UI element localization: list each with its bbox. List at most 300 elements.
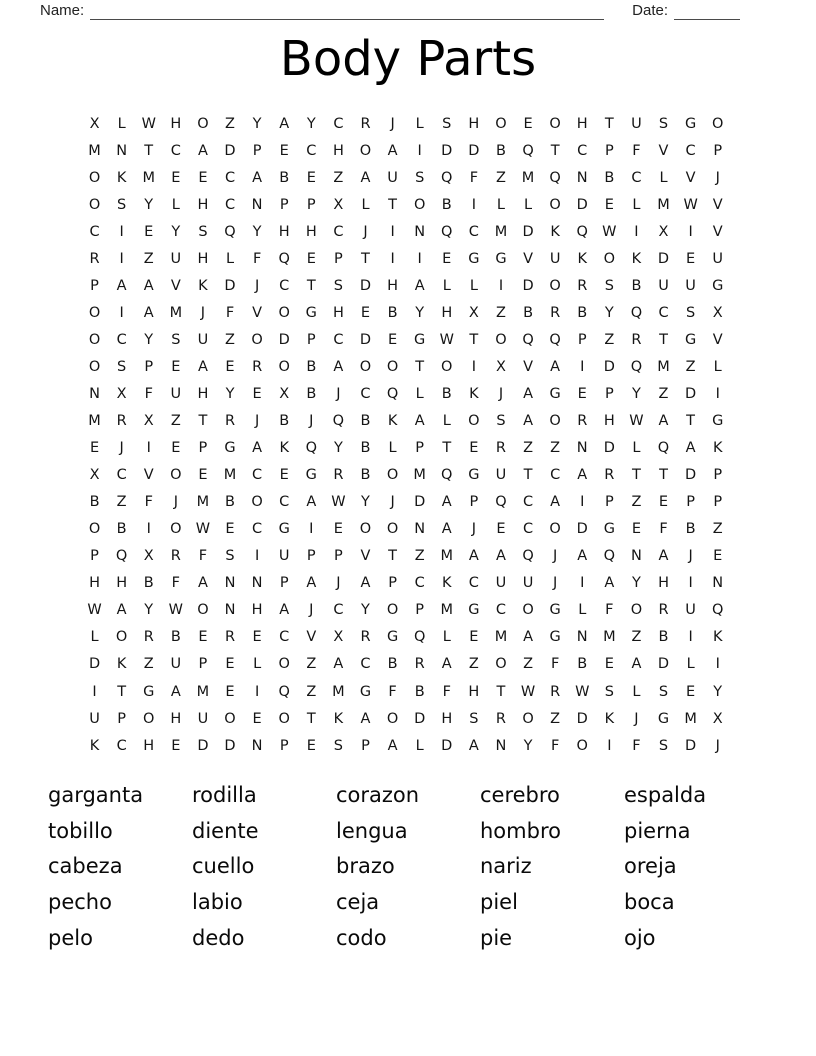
grid-cell: A xyxy=(306,575,317,592)
grid-cell: F xyxy=(659,521,668,538)
grid-cell: A xyxy=(631,656,642,673)
grid-cell: M xyxy=(88,142,101,159)
grid-cell: B xyxy=(143,575,154,592)
grid-cell: N xyxy=(414,521,426,538)
grid-cell: Z xyxy=(414,548,425,565)
grid-cell: I xyxy=(580,358,585,375)
grid-cell: H xyxy=(332,304,344,321)
grid-cell: Y xyxy=(171,223,181,240)
grid-cell: J xyxy=(390,115,395,132)
grid-cell: S xyxy=(117,196,127,213)
grid-cell: T xyxy=(659,331,668,348)
grid-cell: A xyxy=(143,277,154,294)
grid-cell: D xyxy=(468,142,480,159)
grid-cell: B xyxy=(89,494,100,511)
grid-cell: P xyxy=(604,494,614,511)
grid-cell: O xyxy=(630,602,643,619)
grid-cell: Z xyxy=(468,656,479,673)
grid-cell: V xyxy=(712,223,723,240)
grid-cell: P xyxy=(90,277,99,294)
grid-cell: B xyxy=(387,656,398,673)
grid-cell: O xyxy=(359,521,372,538)
grid-cell: Q xyxy=(630,304,643,321)
grid-cell: H xyxy=(468,115,480,132)
grid-cell: T xyxy=(686,413,696,430)
grid-cell: C xyxy=(550,467,561,484)
grid-cell: G xyxy=(549,629,561,646)
grid-cell: M xyxy=(494,223,508,240)
grid-cell: R xyxy=(550,304,561,321)
grid-cell: K xyxy=(89,737,100,754)
grid-cell: J xyxy=(715,169,720,186)
grid-cell: U xyxy=(712,250,724,267)
grid-cell: F xyxy=(144,385,153,402)
grid-cell: L xyxy=(632,196,641,213)
grid-cell: C xyxy=(279,629,290,646)
grid-cell: J xyxy=(363,223,368,240)
grid-cell: P xyxy=(90,548,99,565)
grid-cell: E xyxy=(658,494,669,511)
grid-cell: H xyxy=(89,575,100,592)
grid-cell: C xyxy=(522,494,534,511)
grid-cell: J xyxy=(254,413,260,430)
grid-cell: L xyxy=(496,196,505,213)
grid-cell: A xyxy=(197,575,208,592)
grid-cell: I xyxy=(715,385,720,402)
word-list-item: pelo xyxy=(48,925,93,950)
grid-cell: Y xyxy=(604,304,614,321)
grid-cell: T xyxy=(442,440,452,457)
grid-cell: H xyxy=(576,115,588,132)
grid-cell: K xyxy=(550,223,560,240)
grid-cell: I xyxy=(309,521,314,538)
grid-cell: U xyxy=(170,250,182,267)
grid-cell: G xyxy=(468,467,480,484)
grid-cell: Q xyxy=(495,494,507,511)
grid-cell: F xyxy=(252,250,262,267)
grid-cell: J xyxy=(254,277,260,294)
grid-cell: A xyxy=(441,521,452,538)
grid-cell: Q xyxy=(522,331,534,348)
word-column xyxy=(336,778,480,957)
grid-cell: E xyxy=(387,331,398,348)
grid-cell: J xyxy=(119,440,124,457)
grid-cell: E xyxy=(577,385,587,402)
grid-cell: Q xyxy=(441,169,453,186)
word-column xyxy=(480,778,624,957)
grid-cell: P xyxy=(713,467,723,484)
grid-cell: Q xyxy=(630,358,643,375)
grid-cell: L xyxy=(117,115,126,132)
grid-cell: H xyxy=(251,602,263,619)
grid-cell: C xyxy=(495,602,507,619)
grid-cell: O xyxy=(549,413,561,430)
grid-cell: O xyxy=(115,629,128,646)
grid-cell: X xyxy=(495,358,506,375)
grid-cell: C xyxy=(279,277,290,294)
grid-cell: O xyxy=(88,331,101,348)
grid-cell: G xyxy=(712,413,724,430)
grid-cell: E xyxy=(306,169,316,186)
grid-cell: T xyxy=(198,413,208,430)
grid-cell: C xyxy=(89,223,100,240)
grid-cell: A xyxy=(170,683,181,700)
word-list-item: pierna xyxy=(624,818,691,843)
grid-cell: J xyxy=(634,710,639,727)
grid-cell: U xyxy=(522,575,534,592)
grid-cell: C xyxy=(658,304,669,321)
word-list-item: brazo xyxy=(336,854,395,879)
grid-cell: A xyxy=(604,575,615,592)
word-column xyxy=(192,778,336,957)
grid-cell: P xyxy=(117,710,127,727)
grid-cell: O xyxy=(278,710,290,727)
grid-cell: B xyxy=(279,413,290,430)
grid-cell: Q xyxy=(441,223,453,240)
grid-cell: L xyxy=(442,277,451,294)
grid-cell: J xyxy=(471,521,476,538)
grid-cell: U xyxy=(549,250,561,267)
grid-cell: W xyxy=(331,494,346,511)
grid-cell: G xyxy=(468,250,480,267)
grid-cell: B xyxy=(523,304,534,321)
grid-cell: H xyxy=(387,277,399,294)
grid-cell: M xyxy=(521,169,535,186)
grid-cell: T xyxy=(604,115,614,132)
grid-cell: Z xyxy=(631,629,642,646)
word-list-item: ojo xyxy=(624,925,656,950)
grid-cell: L xyxy=(361,196,370,213)
grid-cell: O xyxy=(386,467,399,484)
grid-cell: W xyxy=(575,683,590,700)
word-list-item: hombro xyxy=(480,818,561,843)
grid-cell: V xyxy=(252,304,263,321)
grid-cell: A xyxy=(468,548,479,565)
grid-cell: Y xyxy=(225,385,235,402)
grid-cell: O xyxy=(170,521,182,538)
grid-cell: L xyxy=(713,358,722,375)
name-input-line[interactable] xyxy=(90,3,604,20)
grid-cell: Z xyxy=(604,331,615,348)
grid-cell: E xyxy=(279,467,289,484)
grid-cell: O xyxy=(549,277,561,294)
grid-cell: L xyxy=(415,115,424,132)
grid-cell: R xyxy=(360,115,371,132)
grid-cell: L xyxy=(415,737,424,754)
grid-cell: P xyxy=(279,575,289,592)
grid-cell: E xyxy=(144,223,154,240)
grid-cell: J xyxy=(390,494,395,511)
grid-cell: Y xyxy=(333,440,343,457)
grid-cell: I xyxy=(390,223,395,240)
grid-cell: I xyxy=(417,250,422,267)
grid-cell: C xyxy=(116,331,127,348)
grid-cell: P xyxy=(577,331,587,348)
grid-cell: C xyxy=(360,385,371,402)
grid-cell: N xyxy=(495,737,507,754)
grid-cell: E xyxy=(469,629,479,646)
date-input-line[interactable] xyxy=(674,3,740,20)
grid-cell: S xyxy=(686,304,696,321)
grid-cell: E xyxy=(469,440,479,457)
grid-cell: E xyxy=(686,250,696,267)
word-list-item: cuello xyxy=(192,854,255,879)
grid-cell: G xyxy=(657,710,670,727)
grid-cell: Y xyxy=(361,602,370,619)
grid-cell: I xyxy=(92,683,97,700)
grid-cell: Y xyxy=(144,602,154,619)
word-list-item: rodilla xyxy=(192,783,257,807)
grid-cell: G xyxy=(414,331,426,348)
grid-cell: K xyxy=(631,250,642,267)
grid-cell: I xyxy=(580,494,585,511)
grid-cell: X xyxy=(333,629,344,646)
grid-cell: T xyxy=(631,467,641,484)
grid-cell: M xyxy=(657,196,670,213)
grid-cell: X xyxy=(143,548,154,565)
grid-cell: A xyxy=(333,358,344,375)
grid-cell: Y xyxy=(306,115,316,132)
grid-cell: I xyxy=(390,250,395,267)
grid-cell: R xyxy=(224,413,236,430)
grid-cell: Q xyxy=(522,142,534,159)
grid-cell: X xyxy=(333,196,344,213)
grid-cell: J xyxy=(309,602,314,619)
grid-cell: C xyxy=(252,467,263,484)
grid-cell: C xyxy=(360,656,371,673)
grid-cell: O xyxy=(278,358,290,375)
grid-cell: D xyxy=(441,142,453,159)
grid-cell: D xyxy=(576,521,588,538)
grid-cell: A xyxy=(143,304,154,321)
grid-cell: D xyxy=(414,494,426,511)
grid-cell: O xyxy=(495,331,507,348)
grid-cell: S xyxy=(415,169,425,186)
grid-cell: R xyxy=(604,467,615,484)
grid-cell: A xyxy=(360,169,371,186)
grid-cell: X xyxy=(89,115,100,132)
page-title: Body Parts xyxy=(279,31,537,87)
grid-cell: E xyxy=(198,629,208,646)
grid-cell: G xyxy=(549,602,561,619)
grid-cell: N xyxy=(630,548,642,565)
worksheet-header xyxy=(40,2,740,20)
grid-cell: I xyxy=(688,575,693,592)
grid-cell: E xyxy=(631,521,641,538)
grid-cell: Q xyxy=(603,548,616,565)
grid-cell: M xyxy=(196,683,210,700)
word-list-item: boca xyxy=(624,890,675,915)
grid-cell: Q xyxy=(386,385,399,402)
grid-cell: B xyxy=(170,629,181,646)
grid-cell: L xyxy=(632,683,641,700)
grid-cell: O xyxy=(278,656,290,673)
grid-cell: I xyxy=(254,683,260,700)
grid-cell: I xyxy=(119,223,124,240)
grid-cell: A xyxy=(685,440,696,457)
word-list-item: cabeza xyxy=(48,854,123,879)
grid-cell: Z xyxy=(631,494,642,511)
word-list-item: diente xyxy=(192,818,259,843)
grid-cell: O xyxy=(522,710,534,727)
grid-cell: H xyxy=(305,223,317,240)
grid-cell: U xyxy=(495,575,507,592)
grid-cell: J xyxy=(498,385,504,402)
grid-cell: D xyxy=(576,710,588,727)
grid-cell: T xyxy=(117,683,127,700)
grid-cell: U xyxy=(658,277,669,294)
grid-cell: A xyxy=(468,737,479,754)
word-list-item: piel xyxy=(480,890,518,915)
grid-cell: U xyxy=(495,467,507,484)
grid-cell: A xyxy=(116,602,127,619)
grid-cell: T xyxy=(659,467,668,484)
grid-cell: M xyxy=(684,710,697,727)
grid-cell: P xyxy=(713,494,723,511)
grid-cell: I xyxy=(417,142,422,159)
grid-cell: Y xyxy=(144,331,154,348)
grid-cell: G xyxy=(359,683,372,700)
grid-cell: R xyxy=(577,277,588,294)
grid-cell: S xyxy=(604,683,614,700)
grid-cell: J xyxy=(336,575,341,592)
grid-cell: Y xyxy=(415,304,425,321)
grid-cell: R xyxy=(143,629,154,646)
grid-cell: P xyxy=(415,440,425,457)
grid-cell: G xyxy=(468,602,480,619)
grid-cell: L xyxy=(686,656,695,673)
grid-cell: U xyxy=(170,656,182,673)
grid-cell: Z xyxy=(685,358,696,375)
grid-cell: C xyxy=(224,196,236,213)
grid-cell: L xyxy=(415,385,424,402)
grid-cell: B xyxy=(306,385,317,402)
grid-cell: A xyxy=(197,358,208,375)
grid-cell: B xyxy=(360,467,371,484)
grid-cell: D xyxy=(224,142,236,159)
grid-cell: C xyxy=(333,331,344,348)
grid-cell: X xyxy=(658,223,669,240)
grid-cell: Z xyxy=(658,385,669,402)
grid-cell: E xyxy=(306,250,316,267)
grid-cell: S xyxy=(333,277,343,294)
grid-cell: L xyxy=(388,440,397,457)
grid-cell: D xyxy=(224,737,236,754)
grid-cell: B xyxy=(387,304,398,321)
grid-cell: O xyxy=(197,602,209,619)
grid-cell: A xyxy=(523,413,533,430)
grid-cell: N xyxy=(712,575,724,592)
grid-cell: C xyxy=(333,602,344,619)
grid-cell: O xyxy=(251,494,263,511)
grid-cell: P xyxy=(334,250,343,267)
grid-cell: O xyxy=(413,196,426,213)
grid-cell: I xyxy=(634,223,639,240)
grid-cell: R xyxy=(333,467,344,484)
grid-cell: W xyxy=(87,602,102,619)
grid-cell: S xyxy=(442,115,452,132)
grid-cell: Z xyxy=(712,521,723,538)
grid-cell: O xyxy=(143,710,155,727)
grid-cell: M xyxy=(440,602,454,619)
grid-cell: A xyxy=(577,467,588,484)
word-list xyxy=(48,778,768,957)
grid-cell: W xyxy=(141,115,156,132)
grid-cell: O xyxy=(278,304,290,321)
grid-cell: L xyxy=(469,277,478,294)
grid-cell: S xyxy=(198,223,208,240)
grid-cell: A xyxy=(441,656,452,673)
grid-cell: I xyxy=(688,223,693,240)
grid-cell: G xyxy=(305,467,317,484)
grid-cell: K xyxy=(279,440,289,457)
grid-cell: N xyxy=(89,385,100,402)
grid-cell: Y xyxy=(361,494,370,511)
grid-cell: O xyxy=(88,358,101,375)
grid-cell: C xyxy=(116,467,127,484)
grid-cell: W xyxy=(602,223,617,240)
grid-cell: E xyxy=(306,737,316,754)
grid-cell: P xyxy=(306,331,316,348)
grid-cell: A xyxy=(279,115,290,132)
grid-cell: C xyxy=(170,142,181,159)
grid-cell: I xyxy=(471,196,476,213)
grid-cell: B xyxy=(658,629,669,646)
grid-cell: K xyxy=(577,250,587,267)
grid-cell: D xyxy=(414,710,426,727)
grid-cell: O xyxy=(386,602,399,619)
grid-cell: M xyxy=(332,683,345,700)
grid-cell: O xyxy=(88,304,101,321)
grid-cell: P xyxy=(334,548,343,565)
grid-cell: Y xyxy=(523,737,533,754)
grid-cell: P xyxy=(604,385,614,402)
grid-cell: K xyxy=(333,710,344,727)
grid-cell: L xyxy=(632,440,641,457)
grid-cell: C xyxy=(279,494,290,511)
grid-cell: B xyxy=(414,683,425,700)
grid-cell: T xyxy=(550,142,560,159)
grid-cell: T xyxy=(469,331,479,348)
grid-cell: K xyxy=(469,385,479,402)
grid-cell: F xyxy=(144,494,153,511)
grid-cell: A xyxy=(306,494,317,511)
grid-cell: A xyxy=(387,737,398,754)
grid-cell: K xyxy=(604,710,615,727)
word-list-item: tobillo xyxy=(48,818,113,843)
grid-cell: C xyxy=(333,223,344,240)
grid-cell: J xyxy=(553,548,558,565)
grid-cell: D xyxy=(657,656,670,673)
grid-cell: Q xyxy=(278,683,290,700)
grid-cell: Q xyxy=(657,440,670,457)
grid-cell: G xyxy=(143,683,155,700)
grid-cell: O xyxy=(549,115,561,132)
grid-cell: R xyxy=(89,250,100,267)
grid-cell: G xyxy=(684,115,697,132)
grid-cell: A xyxy=(252,440,263,457)
grid-cell: O xyxy=(88,521,101,538)
grid-cell: N xyxy=(251,196,263,213)
grid-cell: Q xyxy=(332,413,345,430)
grid-cell: D xyxy=(685,467,697,484)
grid-cell: A xyxy=(658,548,669,565)
grid-cell: X xyxy=(143,413,154,430)
grid-cell: B xyxy=(631,277,642,294)
grid-cell: F xyxy=(550,737,560,754)
grid-cell: L xyxy=(524,196,533,213)
grid-cell: H xyxy=(116,575,128,592)
